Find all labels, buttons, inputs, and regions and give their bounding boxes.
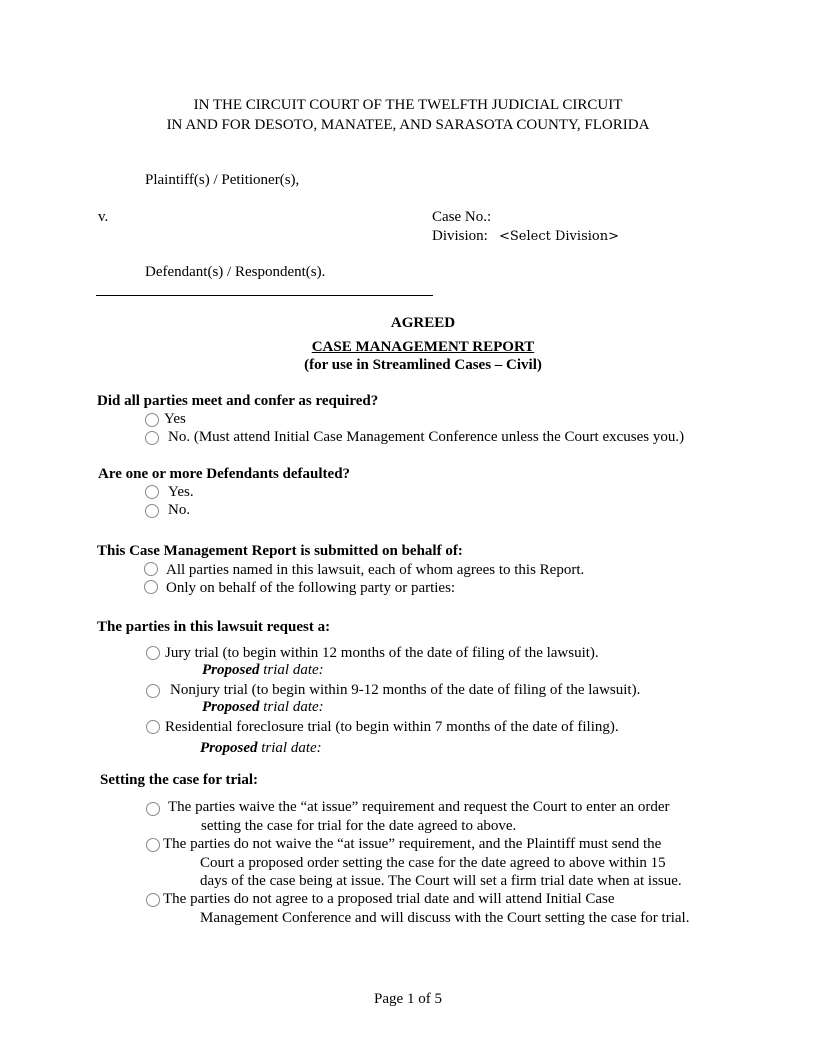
q3-only-behalf-label: Only on behalf of the following party or parties: xyxy=(166,580,456,596)
court-heading-line2: IN AND FOR DESOTO, MANATEE, AND SARASOTA COUNTY, FLORIDA xyxy=(166,117,650,133)
court-heading-line1: IN THE CIRCUIT COURT OF THE TWELFTH JUDICIAL CIRCUIT xyxy=(193,97,623,113)
q3-only-behalf-radio[interactable] xyxy=(144,580,158,594)
q3-question: This Case Management Report is submitted on behalf of: xyxy=(97,543,463,559)
proposed-rest-text: trial date: xyxy=(261,740,322,756)
q4-nonjury-label: Nonjury trial (to begin within 9-12 months of the date of filing of the lawsuit). xyxy=(170,682,641,698)
case-no-label: Case No.: xyxy=(432,209,492,225)
q4-foreclosure-proposed-date[interactable] xyxy=(200,740,322,757)
q1-yes-label: Yes xyxy=(164,411,186,427)
proposed-bold-text: Proposed xyxy=(200,740,258,756)
q1-question: Did all parties meet and confer as required? xyxy=(97,393,379,409)
q1-no-label: No. (Must attend Initial Case Management Conference unless the Court excuses you.) xyxy=(168,429,685,445)
q4-nonjury-proposed-date[interactable] xyxy=(202,699,324,716)
q4-foreclosure-radio[interactable] xyxy=(146,720,160,734)
q2-yes-radio[interactable] xyxy=(145,485,159,499)
q3-all-parties-radio[interactable] xyxy=(144,562,158,576)
q5-not-waive-line2: Court a proposed order setting the case for the date agreed to above within 15 xyxy=(200,855,666,871)
q4-jury-label: Jury trial (to begin within 12 months of the date of filing of the lawsuit). xyxy=(165,645,599,661)
proposed-rest-text: trial date: xyxy=(263,662,324,678)
q4-question: The parties in this lawsuit request a: xyxy=(97,619,331,635)
q3-all-parties-label: All parties named in this lawsuit, each of whom agrees to this Report. xyxy=(166,562,585,578)
q2-no-radio[interactable] xyxy=(145,504,159,518)
q5-not-waive-line1: The parties do not waive the “at issue” requirement, and the Plaintiff must send the xyxy=(163,836,662,852)
q2-yes-label: Yes. xyxy=(168,484,194,500)
q5-no-agree-radio[interactable] xyxy=(146,893,160,907)
q5-question: Setting the case for trial: xyxy=(100,772,259,788)
q5-no-agree-line1: The parties do not agree to a proposed trial date and will attend Initial Case xyxy=(163,891,615,907)
versus-label: v. xyxy=(98,209,109,225)
q2-question: Are one or more Defendants defaulted? xyxy=(98,466,351,482)
q4-foreclosure-label: Residential foreclosure trial (to begin within 7 months of the date of filing). xyxy=(165,719,619,735)
q1-yes-radio[interactable] xyxy=(145,413,159,427)
plaintiff-label: Plaintiff(s) / Petitioner(s), xyxy=(145,172,300,188)
title-report xyxy=(15,339,816,356)
q5-no-agree-line2: Management Conference and will discuss with the Court setting the case for trial. xyxy=(200,910,690,926)
title-subtitle: (for use in Streamlined Cases – Civil) xyxy=(304,357,542,373)
caption-divider xyxy=(96,295,433,296)
title-report-text: CASE MANAGEMENT REPORT xyxy=(311,339,535,355)
q5-waive-line2: setting the case for trial for the date agreed to above. xyxy=(201,818,517,834)
page-number: Page 1 of 5 xyxy=(374,991,442,1007)
q4-jury-proposed-date[interactable] xyxy=(202,662,324,679)
proposed-bold-text: Proposed xyxy=(202,662,260,678)
q4-jury-radio[interactable] xyxy=(146,646,160,660)
q5-waive-line1: The parties waive the “at issue” requirement and request the Court to enter an order xyxy=(168,799,670,815)
q5-not-waive-radio[interactable] xyxy=(146,838,160,852)
q5-waive-radio[interactable] xyxy=(146,802,160,816)
q5-not-waive-line3: days of the case being at issue. The Court will set a firm trial date when at issue. xyxy=(200,873,682,889)
title-agreed: AGREED xyxy=(390,315,456,331)
division-label: Division: xyxy=(432,228,488,244)
q2-no-label: No. xyxy=(168,502,191,518)
division-select[interactable]: <Select Division> xyxy=(499,229,619,244)
proposed-bold-text: Proposed xyxy=(202,699,260,715)
defendant-label: Defendant(s) / Respondent(s). xyxy=(145,264,326,280)
q1-no-radio[interactable] xyxy=(145,431,159,445)
q4-nonjury-radio[interactable] xyxy=(146,684,160,698)
proposed-rest-text: trial date: xyxy=(263,699,324,715)
